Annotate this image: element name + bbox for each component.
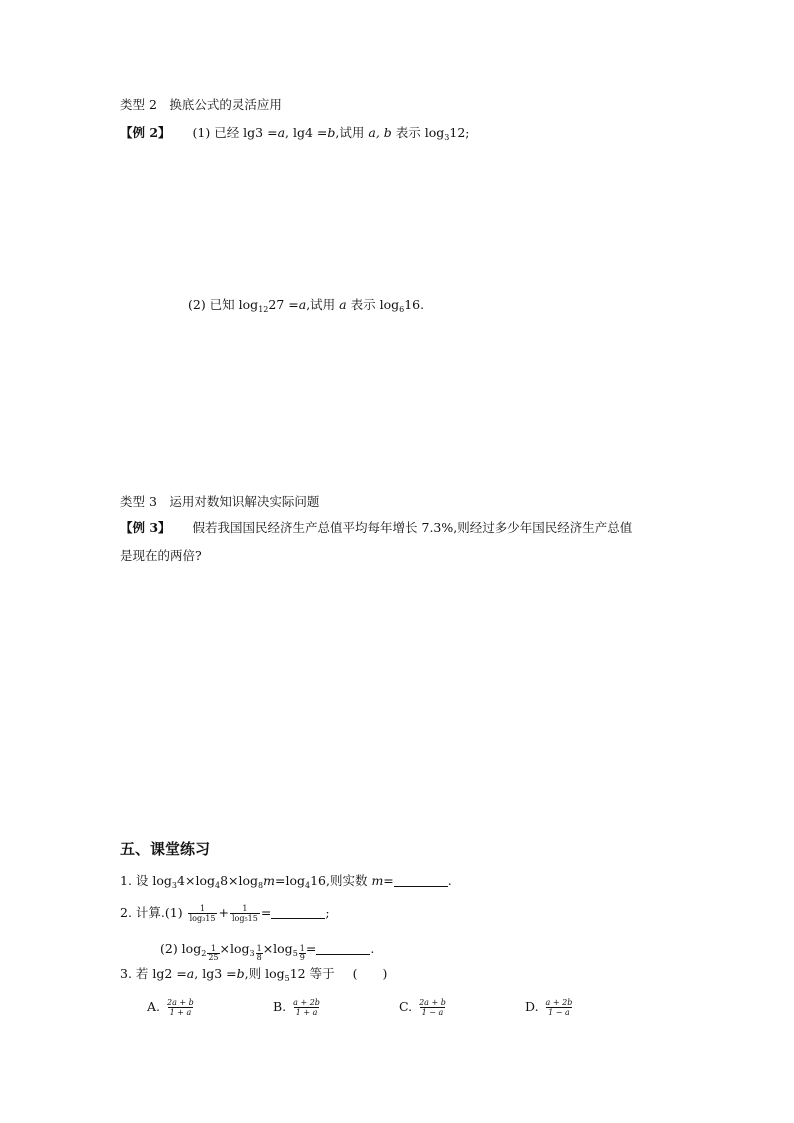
q2-text: 计算.(1) [135, 905, 183, 920]
log-base: 5 [292, 949, 298, 958]
option-c[interactable] [399, 994, 449, 1020]
fraction-numerator: 1 [210, 944, 216, 953]
var-m: m [263, 873, 275, 888]
fraction [544, 998, 575, 1017]
fraction-denominator: 8 [256, 953, 262, 962]
option-a[interactable] [147, 994, 197, 1020]
question-2-part2 [160, 936, 374, 962]
fraction-numerator: 1 [256, 944, 262, 953]
fraction [291, 998, 322, 1017]
answer-blank[interactable] [394, 874, 448, 887]
answer-blank[interactable] [271, 906, 325, 919]
q2-text: . [370, 941, 375, 956]
question-number: 1. [120, 873, 132, 888]
fraction-numerator: 1 [299, 944, 305, 953]
var-a: a [298, 297, 307, 312]
q2-text: + [218, 905, 229, 920]
q1-text: 4×log [177, 873, 215, 888]
log-base: 2 [201, 949, 207, 958]
example2-label: 【例 2】 [120, 125, 171, 140]
example3-label: 【例 3】 [120, 520, 171, 535]
q3-text: , lg3 = [194, 966, 237, 981]
type2-title: 类型 2 换底公式的灵活应用 [120, 97, 282, 112]
fraction-denominator: 1 − a [421, 1008, 444, 1017]
log-base: 3 [249, 949, 255, 958]
var-b: b [236, 966, 245, 981]
q2-text: ×log [219, 941, 250, 956]
var-ab: a, b [368, 125, 392, 140]
q1-text: = [383, 873, 394, 888]
q1-text: 16,则实数 [310, 873, 368, 888]
fraction-numerator: 1 [199, 904, 206, 913]
fraction-denominator: 1 + a [169, 1008, 192, 1017]
fraction [417, 998, 448, 1017]
question-number: 2. [120, 905, 132, 920]
type3-title: 类型 3 运用对数知识解决实际问题 [120, 494, 320, 509]
example3-line1 [120, 519, 632, 537]
example2-text: (1) 已经 lg3 = [192, 125, 278, 140]
q1-text: 设 log [135, 873, 172, 888]
question-2 [120, 900, 330, 926]
example2-text: 16. [404, 297, 425, 312]
q2-text: ; [325, 905, 330, 920]
question-3 [120, 965, 387, 983]
answer-blank[interactable] [316, 942, 370, 955]
var-a: a [339, 297, 347, 312]
fraction-denominator: log₃15 [189, 914, 216, 923]
fraction [230, 904, 260, 923]
example2-text: ,试用 [306, 297, 336, 312]
q2-text: (2) log [160, 941, 202, 956]
example2-text: (2) 已知 log [188, 297, 259, 312]
fraction-denominator: 9 [299, 953, 305, 962]
example2-text: 27 = [268, 297, 299, 312]
fraction [165, 998, 196, 1017]
option-label: C. [399, 999, 413, 1014]
log-base: 3 [444, 133, 450, 142]
option-label: D. [525, 999, 539, 1014]
fraction-denominator: 1 − a [548, 1008, 570, 1017]
option-label: A. [147, 999, 161, 1014]
q2-text: = [260, 905, 272, 920]
var-a: a [186, 966, 195, 981]
var-m: m [371, 873, 384, 888]
q3-text: ,则 log [244, 966, 285, 981]
log-base: 3 [171, 881, 178, 890]
example2-line1 [120, 124, 470, 142]
q1-text: . [447, 873, 452, 888]
question-1 [120, 872, 452, 890]
fraction-denominator: 1 + a [295, 1008, 318, 1017]
var-b: b [327, 125, 336, 140]
fraction-numerator: 1 [242, 904, 248, 913]
option-b[interactable] [273, 994, 323, 1020]
fraction [207, 945, 219, 962]
fraction [188, 904, 218, 923]
q2-text: ×log [262, 941, 293, 956]
example3-text: 假若我国国民经济生产总值平均每年增长 7.3%,则经过多少年国民经济生产总值 [192, 520, 633, 535]
example2-text: 12; [449, 125, 470, 140]
example2-text: ,试用 [335, 125, 365, 140]
q2-text: = [305, 941, 317, 956]
q1-text: =log [274, 873, 305, 888]
log-base: 4 [304, 881, 311, 890]
var-a: a [277, 125, 286, 140]
log-base: 8 [258, 881, 264, 890]
option-d[interactable] [525, 994, 575, 1020]
section5-title: 五、课堂练习 [120, 840, 211, 858]
answer-paren: ( ) [352, 966, 388, 981]
fraction-denominator: log₅15 [231, 914, 258, 923]
example2-text: 表示 log [350, 297, 400, 312]
fraction-denominator: 25 [208, 953, 219, 962]
q1-text: 8×log [220, 873, 259, 888]
fraction-numerator: a + 2b [293, 998, 320, 1007]
question-number: 3. [120, 966, 132, 981]
log-base: 6 [399, 305, 405, 314]
example3-line2: 是现在的两倍? [120, 548, 202, 563]
q3-text: 12 等于 [289, 966, 335, 981]
fraction [256, 945, 263, 962]
log-base: 12 [258, 305, 269, 314]
option-label: B. [273, 999, 287, 1014]
example2-line2 [188, 296, 424, 314]
log-base: 5 [284, 974, 290, 983]
q3-text: 若 lg2 = [135, 966, 187, 981]
fraction-numerator: 2a + b [419, 998, 446, 1007]
fraction-numerator: 2a + b [167, 998, 194, 1007]
log-base: 4 [214, 881, 221, 890]
fraction-numerator: a + 2b [545, 998, 573, 1007]
fraction [299, 945, 306, 962]
example2-text: 表示 log [395, 125, 445, 140]
example2-text: , lg4 = [285, 125, 328, 140]
